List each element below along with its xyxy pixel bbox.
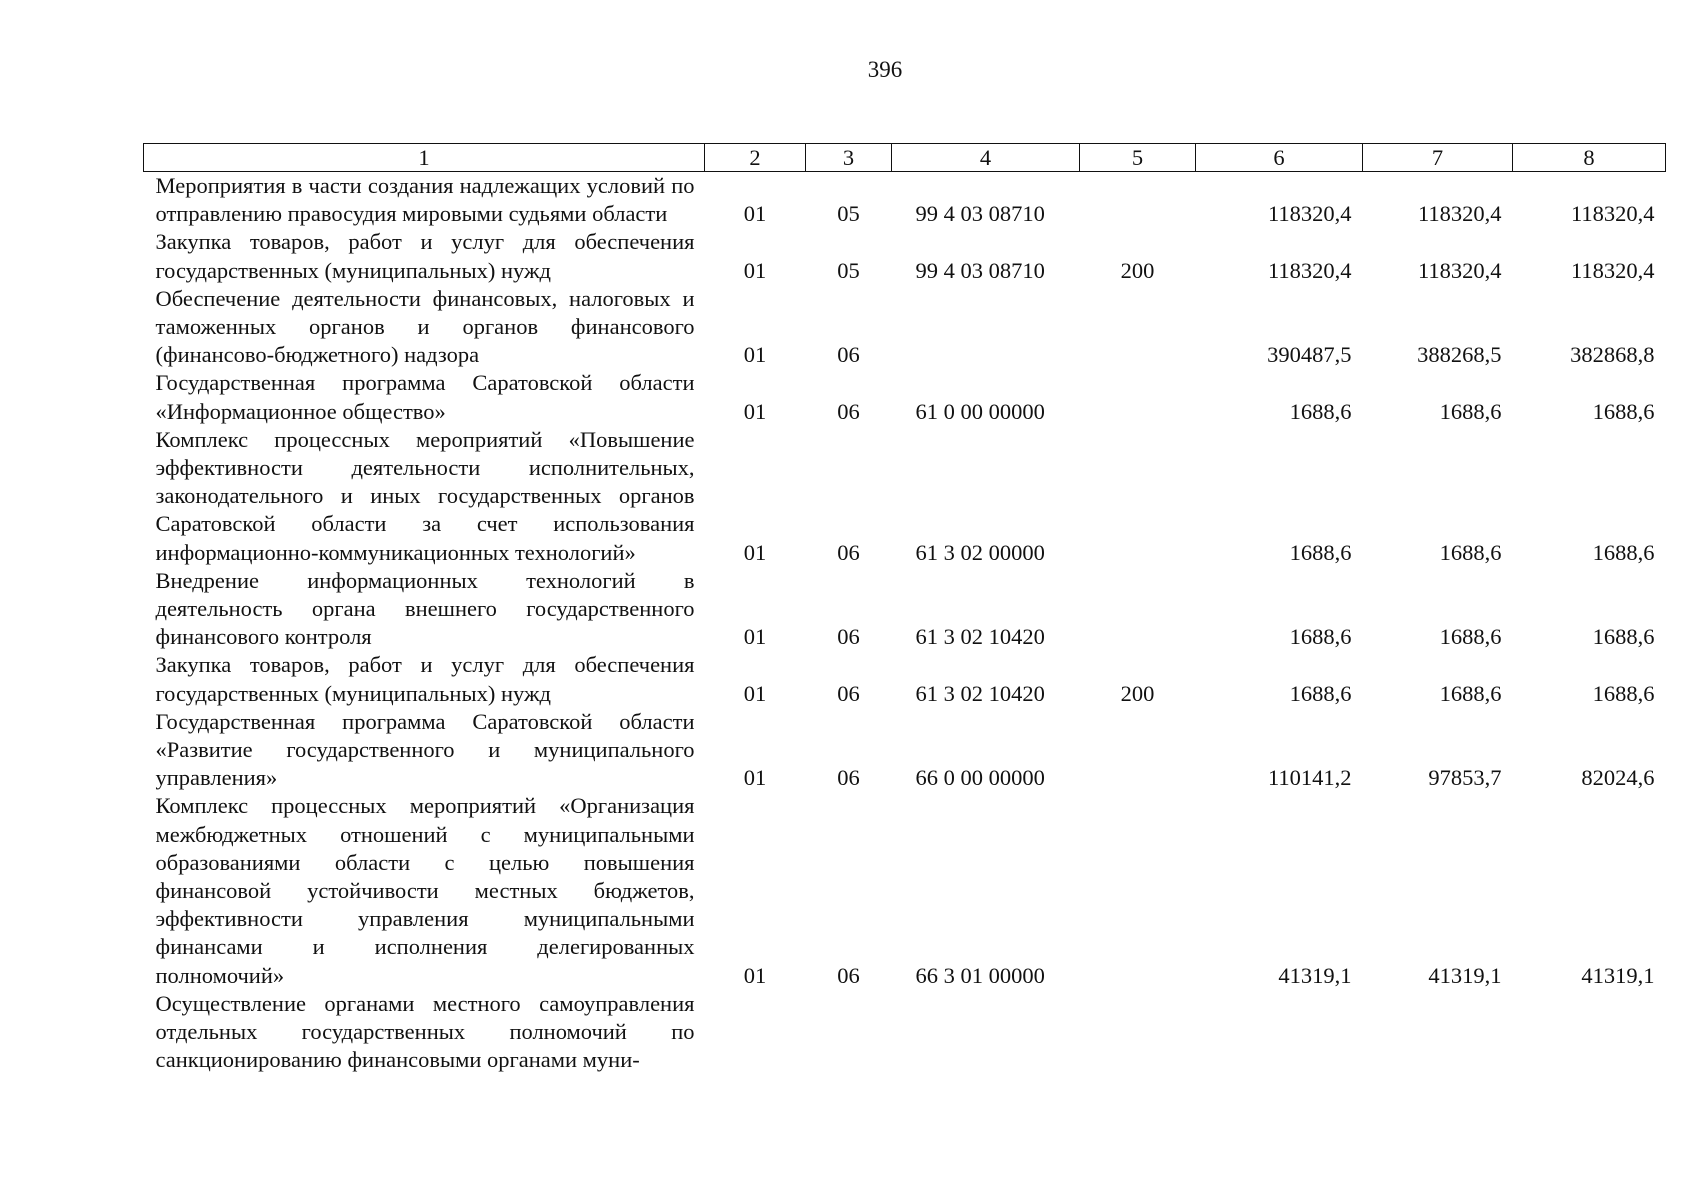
row-amount-7: 1688,6 bbox=[1439, 398, 1502, 424]
row-section-code: 01 bbox=[743, 962, 767, 988]
row-section-code: 01 bbox=[743, 765, 767, 791]
row-amount-7: 118320,4 bbox=[1417, 201, 1502, 227]
row-amount-8: 382868,8 bbox=[1570, 342, 1655, 368]
row-amount-7: 388268,5 bbox=[1417, 342, 1502, 368]
row-amount-6: 110141,2 bbox=[1267, 765, 1352, 791]
row-expense-type bbox=[1080, 708, 1196, 793]
row-name: Обеспечение деятельности финансовых, налоговых и таможенных органов и органов финансового (финансово-бюджетного) надзора bbox=[155, 285, 695, 368]
row-name: Внедрение информационных технологий в деятельность органа внешнего государственного финансового контроля bbox=[155, 567, 695, 650]
row-amount-8 bbox=[1513, 990, 1666, 1075]
row-target-article: 99 4 03 08710 bbox=[915, 201, 1045, 227]
row-amount-6: 1688,6 bbox=[1289, 539, 1352, 565]
row-subsection-code: 06 bbox=[837, 539, 860, 565]
table-header-row bbox=[144, 144, 1666, 172]
row-amount-6 bbox=[1196, 990, 1363, 1075]
row-name: Осуществление органами местного самоуправления отдельных государственных полномочий по санкционированию финансовыми органами муни- bbox=[155, 990, 695, 1073]
row-amount-8: 118320,4 bbox=[1570, 257, 1655, 283]
row-amount-8: 41319,1 bbox=[1581, 962, 1655, 988]
row-section-code: 01 bbox=[743, 398, 767, 424]
row-amount-6: 118320,4 bbox=[1267, 257, 1352, 283]
row-section-code: 01 bbox=[743, 539, 767, 565]
row-expense-type bbox=[1080, 990, 1196, 1075]
row-name: Государственная программа Саратовской области «Развитие государственного и муниципального управления» bbox=[155, 708, 695, 791]
row-section-code bbox=[705, 990, 806, 1075]
column-header-1: 1 bbox=[144, 144, 705, 172]
row-amount-6: 1688,6 bbox=[1289, 398, 1352, 424]
table-row bbox=[144, 990, 1666, 1075]
row-amount-8: 1688,6 bbox=[1592, 539, 1655, 565]
row-amount-7: 118320,4 bbox=[1417, 257, 1502, 283]
row-amount-8: 118320,4 bbox=[1570, 201, 1655, 227]
row-expense-type bbox=[1080, 369, 1196, 425]
row-subsection-code: 06 bbox=[837, 624, 860, 650]
row-subsection-code: 06 bbox=[837, 765, 860, 791]
row-amount-7 bbox=[1363, 990, 1513, 1075]
row-amount-7: 1688,6 bbox=[1439, 680, 1502, 706]
table-row bbox=[144, 792, 1666, 989]
row-expense-type bbox=[1080, 426, 1196, 567]
row-subsection-code: 06 bbox=[837, 342, 860, 368]
row-amount-6: 1688,6 bbox=[1289, 680, 1352, 706]
row-expense-type: 200 bbox=[1120, 680, 1155, 706]
row-amount-7: 1688,6 bbox=[1439, 539, 1502, 565]
row-expense-type bbox=[1080, 792, 1196, 989]
row-subsection-code: 06 bbox=[837, 398, 860, 424]
row-name: Закупка товаров, работ и услуг для обеспечения государственных (муниципальных) нужд bbox=[155, 652, 695, 706]
row-section-code: 01 bbox=[743, 201, 767, 227]
column-header-4: 4 bbox=[892, 144, 1080, 172]
table-row bbox=[144, 228, 1666, 284]
row-name: Закупка товаров, работ и услуг для обеспечения государственных (муниципальных) нужд bbox=[155, 229, 695, 283]
row-name: Комплекс процессных мероприятий «Повышение эффективности деятельности исполнительных, законодательного и иных государственных органов Саратовской области за счет использования информационно-коммуникационных технологий» bbox=[155, 426, 695, 565]
table-row bbox=[144, 651, 1666, 707]
column-header-8: 8 bbox=[1513, 144, 1666, 172]
column-header-2: 2 bbox=[705, 144, 806, 172]
table-row bbox=[144, 172, 1666, 229]
row-name: Государственная программа Саратовской области «Информационное общество» bbox=[155, 370, 695, 424]
row-amount-6: 1688,6 bbox=[1289, 624, 1352, 650]
table-row bbox=[144, 285, 1666, 370]
table-row bbox=[144, 369, 1666, 425]
table-row bbox=[144, 426, 1666, 567]
row-section-code: 01 bbox=[743, 257, 767, 283]
row-target-article: 61 3 02 10420 bbox=[915, 624, 1045, 650]
row-name: Мероприятия в части создания надлежащих условий по отправлению правосудия мировыми судьями области bbox=[155, 173, 695, 227]
row-amount-6: 390487,5 bbox=[1267, 342, 1352, 368]
row-amount-8: 82024,6 bbox=[1581, 765, 1655, 791]
row-amount-6: 41319,1 bbox=[1278, 962, 1352, 988]
table-row bbox=[144, 708, 1666, 793]
row-section-code: 01 bbox=[743, 624, 767, 650]
row-target-article bbox=[892, 990, 1080, 1075]
column-header-3: 3 bbox=[806, 144, 892, 172]
row-expense-type bbox=[1080, 285, 1196, 370]
row-amount-8: 1688,6 bbox=[1592, 398, 1655, 424]
column-header-5: 5 bbox=[1080, 144, 1196, 172]
row-target-article bbox=[892, 285, 1080, 370]
row-target-article: 66 0 00 00000 bbox=[915, 765, 1045, 791]
row-amount-6: 118320,4 bbox=[1267, 201, 1352, 227]
row-expense-type: 200 bbox=[1120, 257, 1155, 283]
row-section-code: 01 bbox=[743, 680, 767, 706]
row-subsection-code: 06 bbox=[837, 680, 860, 706]
row-amount-7: 41319,1 bbox=[1428, 962, 1502, 988]
row-amount-7: 97853,7 bbox=[1428, 765, 1502, 791]
row-section-code: 01 bbox=[743, 342, 767, 368]
row-subsection-code: 05 bbox=[837, 201, 860, 227]
row-expense-type bbox=[1080, 567, 1196, 652]
row-subsection-code: 05 bbox=[837, 257, 860, 283]
table-row bbox=[144, 567, 1666, 652]
row-amount-8: 1688,6 bbox=[1592, 624, 1655, 650]
budget-table bbox=[143, 143, 1666, 1075]
row-target-article: 61 3 02 10420 bbox=[915, 680, 1045, 706]
row-subsection-code bbox=[806, 990, 892, 1075]
row-target-article: 61 3 02 00000 bbox=[915, 539, 1045, 565]
row-amount-7: 1688,6 bbox=[1439, 624, 1502, 650]
column-header-7: 7 bbox=[1363, 144, 1513, 172]
row-name: Комплекс процессных мероприятий «Организация межбюджетных отношений с муниципальными образованиями области с целью повышения финансовой устойчивости местных бюджетов, эффективности управления муниципальными финансами и исполнения делегированных полномочий» bbox=[155, 793, 695, 988]
page-number: 396 bbox=[867, 57, 903, 82]
row-target-article: 61 0 00 00000 bbox=[915, 398, 1045, 424]
row-target-article: 99 4 03 08710 bbox=[915, 257, 1045, 283]
row-amount-8: 1688,6 bbox=[1592, 680, 1655, 706]
column-header-6: 6 bbox=[1196, 144, 1363, 172]
row-target-article: 66 3 01 00000 bbox=[915, 962, 1045, 988]
row-subsection-code: 06 bbox=[837, 962, 860, 988]
row-expense-type bbox=[1080, 172, 1196, 229]
